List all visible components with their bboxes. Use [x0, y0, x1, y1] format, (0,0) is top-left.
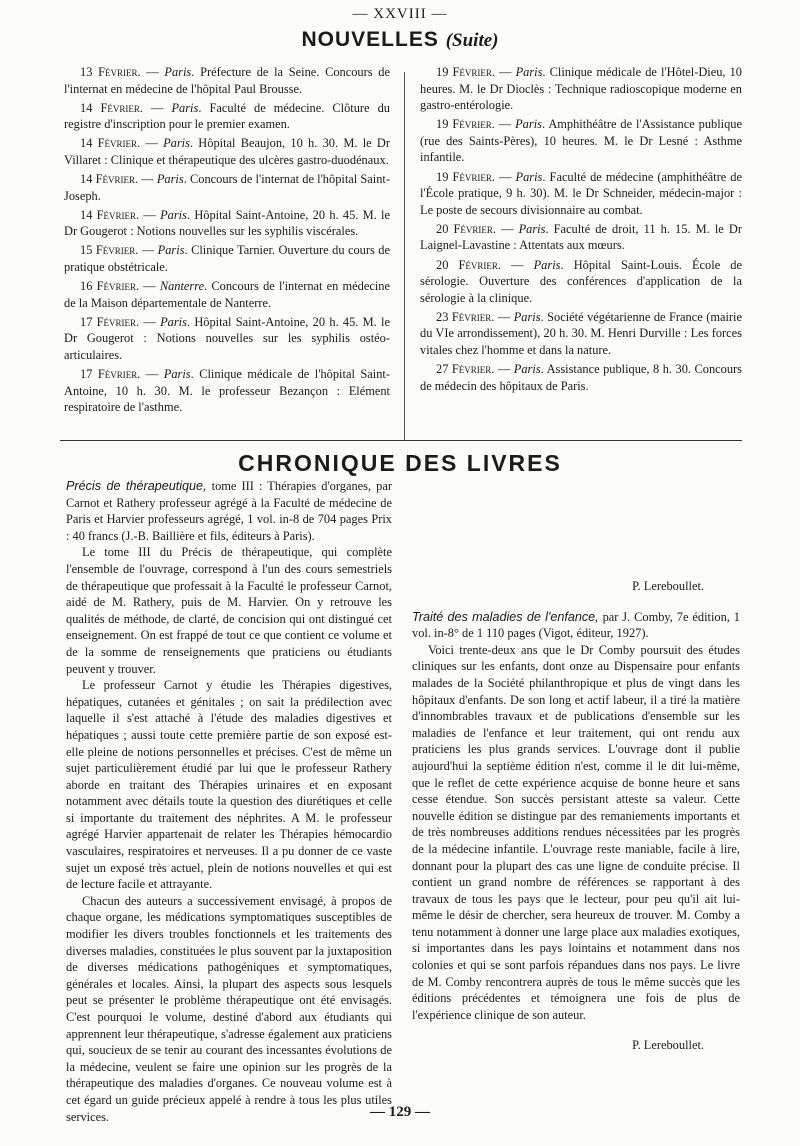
news-item: 20 Février. — Paris. Faculté de droit, 11 h. 15. M. le Dr Laignel-Lavastine : Attentats aux mœurs. [420, 221, 742, 253]
book-1-paragraph: Le professeur Carnot y étudie les Thérapies digestives, hépatiques, cutanées et génitales ; on sait la prédilection avec laquelle il s'est attaché à l'étude des maladies digestives et hépatiques ; aussi toute cette première partie de son exposé est-elle pleine de notions personnelles et précises. C'est de même un sujet particulièrement étudié par lui que le professeur Rathery aborde en traitant des Thérapies urinaires et en exposant notamment avec détails toute la question des diurétiques et celle si importante du traitement des néphrites. A M. le professeur agrégé Harvier appartenait de relater les Thérapies hémocardio vasculaires, respiratoires et nerveuses. Il a pu donner de ce vaste sujet un exposé très actuel, plein de notions nouvelles et qui est de lecture facile et attrayante. [66, 678, 392, 892]
book-2-signature: P. Lereboullet. [632, 1038, 704, 1053]
page-number: — 129 — [370, 1104, 430, 1120]
section-divider [60, 440, 742, 441]
nouvelles-heading [0, 28, 800, 52]
news-item: 17 Février. — Paris. Clinique médicale de l'hôpital Saint-Antoine, 10 h. 30. M. le professeur Bezançon : Elément respiratoire de l'asthme. [64, 367, 390, 415]
news-item: 14 Février. — Paris. Hôpital Saint-Antoine, 20 h. 45. M. le Dr Gougerot : Notions nouvelles sur les syphilis viscérales. [64, 207, 390, 239]
book-1-paragraph: Chacun des auteurs a successivement envisagé, à propos de chaque organe, les médications symptomatiques susceptibles de modifier les divers troubles fonctionnels et les traitements des diverses maladies, constituées le plus souvent par la juxtaposition de diverses médications pathogéniques et symptomatiques, générales et locales. Ainsi, la plupart des aspects sous lesquels peut se présenter le problème thérapeutique ont été envisagés. C'est pourquoi le volume, destiné d'abord aux étudiants qui apprennent leur thérapeutique, s'adresse également aux praticiens qui, soucieux de se tenir au courant des incessantes évolutions de la médecine, veulent se faire une opinion sur les progrès de la thérapeutique des maladies d'organes. Ce nouveau volume est à cet égard un guide précieux appelé à rendre à tous les plus utiles services. [66, 893, 392, 1124]
books-column-left [66, 478, 392, 1125]
book-1-signature: P. Lereboullet. [632, 579, 704, 593]
column-divider [404, 72, 405, 440]
book-1-reference: tome III : Thérapies d'organes, par Carnot et Rathery professeur agrégé à la Faculté de médecine de Paris et Harvier professeurs agrégé, 1 vol. in-8 de 704 pages Prix : 40 francs (J.-B. Baillière et fils, éditeurs à Paris). [66, 479, 392, 543]
news-item: 17 Février. — Paris. Hôpital Saint-Antoine, 20 h. 45. M. le Dr Gougerot : Notions nouvelles sur les syphilis ostéo-articulaires. [64, 314, 390, 362]
book-1-heading [66, 478, 392, 544]
news-column-right [420, 64, 742, 397]
book-1-title: Précis de thérapeutique, [66, 479, 207, 493]
book-2-title: Traité des maladies de l'enfance, [412, 609, 599, 624]
news-item: 16 Février. — Nanterre. Concours de l'internat en médecine de la Maison départementale de Nanterre. [64, 279, 390, 310]
nouvelles-suite: (Suite) [445, 30, 499, 51]
news-item: 20 Février. — Paris. Hôpital Saint-Louis. École de sérologie. Ouverture des conférences d'application de la sérologie à la clinique. [420, 257, 742, 305]
news-item: 15 Février. — Paris. Clinique Tarnier. Ouverture du cours de pratique obstétricale. [64, 243, 390, 275]
book-2-heading [412, 609, 740, 642]
news-item: 23 Février. — Paris. Société végétarienne de France (mairie du VIe arrondissement), 20 h. 30. M. Henri Durville : Les forces vitales chez l'homme et dans la nature. [420, 309, 742, 357]
book-1-paragraph: Le tome III du Précis de thérapeutique, qui complète l'ensemble de l'ouvrage, correspond à l'un des cours semestriels de thérapeutique que professait à la Faculté le professeur Carnot, aidé de M. Rathery, puis de M. Harvier. On y retrouve les qualités de méthode, de clarté, de concision qui ont distingué cet enseignement. On est frappé de tout ce que contient ce volume et de la somme de renseignements que praticiens ou étudiants peuvent y trouver. [66, 545, 392, 676]
book-2-reference: par J. Comby, 7e édition, 1 vol. in-8° de 1 110 pages (Vigot, éditeur, 1927). [412, 609, 740, 641]
news-item: 14 Février. — Paris. Faculté de médecine. Clôture du registre d'inscription pour le premier examen. [64, 100, 390, 132]
news-column-left [64, 64, 390, 418]
books-column-right-content [412, 579, 740, 1054]
news-item: 19 Février. — Paris. Clinique médicale de l'Hôtel-Dieu, 10 heures. M. le Dr Dioclès : Technique radioscopique moderne en gastro-entérologie. [420, 65, 742, 113]
news-item: 27 Février. — Paris. Assistance publique, 8 h. 30. Concours de médecin des hôpitaux de Paris. [420, 362, 743, 393]
page-roman-numeral: — XXVIII — [352, 6, 448, 22]
book-2-paragraph: Voici trente-deux ans que le Dr Comby poursuit des études cliniques sur les enfants, dont onze au Dispensaire pour enfants malades de la Société philanthropique et plus de vingt dans les hôpitaux d'enfants. De son long et actif labeur, il a tiré la matière d'innombrables travaux et de publications d'ensemble sur les maladies de l'enfance et leur traitement, qui ont rendu aux praticiens les plus grands services. L'ouvrage dont il publie aujourd'hui la septième édition n'est, comme il le dit lui-même, que le reflet de cette expérience acquise de bonne heure et sans cesse étendue. Son succès persistant atteste sa valeur. Cette nouvelle édition se distingue par des remaniements importants et de très nombreuses additions rendues nécessitées par les progrès de la médecine infantile. L'ouvrage reste maniable, facile à lire, donnant pour la plupart des cas une ligne de conduite précise. Il contient un grand nombre de références se rapportant à des travaux de tous les pays que le lecteur, pour peu qu'il ait lui-même le désir de chercher, sera heureux de trouver. M. Comby a tenu notamment à donner une large place aux maladies exotiques, si importantes dans les pays lointains et notamment dans nos colonies et qui se sont parfois répandues dans nos pays. Le livre de M. Comby rencontrera auprès de tous le même succès que les éditions précédentes et témoignera une fois de plus de l'expérience clinique de son auteur. [412, 642, 740, 1022]
chronique-title: CHRONIQUE DES LIVRES [238, 450, 562, 476]
news-item: 14 Février. — Paris. Concours de l'internat de l'hôpital Saint-Joseph. [64, 172, 390, 203]
nouvelles-title: NOUVELLES [301, 28, 439, 51]
news-item: 19 Février. — Paris. Faculté de médecine (amphithéâtre de l'École pratique, 9 h. 30). M. le Dr Schneider, médecin-major : Le poste de secours divisionnaire au combat. [420, 169, 742, 217]
news-item: 19 Février. — Paris. Amphithéâtre de l'Assistance publique (rue des Saints-Pères), 10 heures. M. le Dr Lesné : Asthme infantile. [420, 117, 742, 165]
news-item: 13 Février. — Paris. Préfecture de la Seine. Concours de l'internat en médecine de l'hôpital Paul Brousse. [64, 65, 390, 96]
news-item: 14 Février. — Paris. Hôpital Beaujon, 10 h. 30. M. le Dr Villaret : Clinique et thérapeutique des ulcères gastro-duodénaux. [64, 136, 390, 167]
